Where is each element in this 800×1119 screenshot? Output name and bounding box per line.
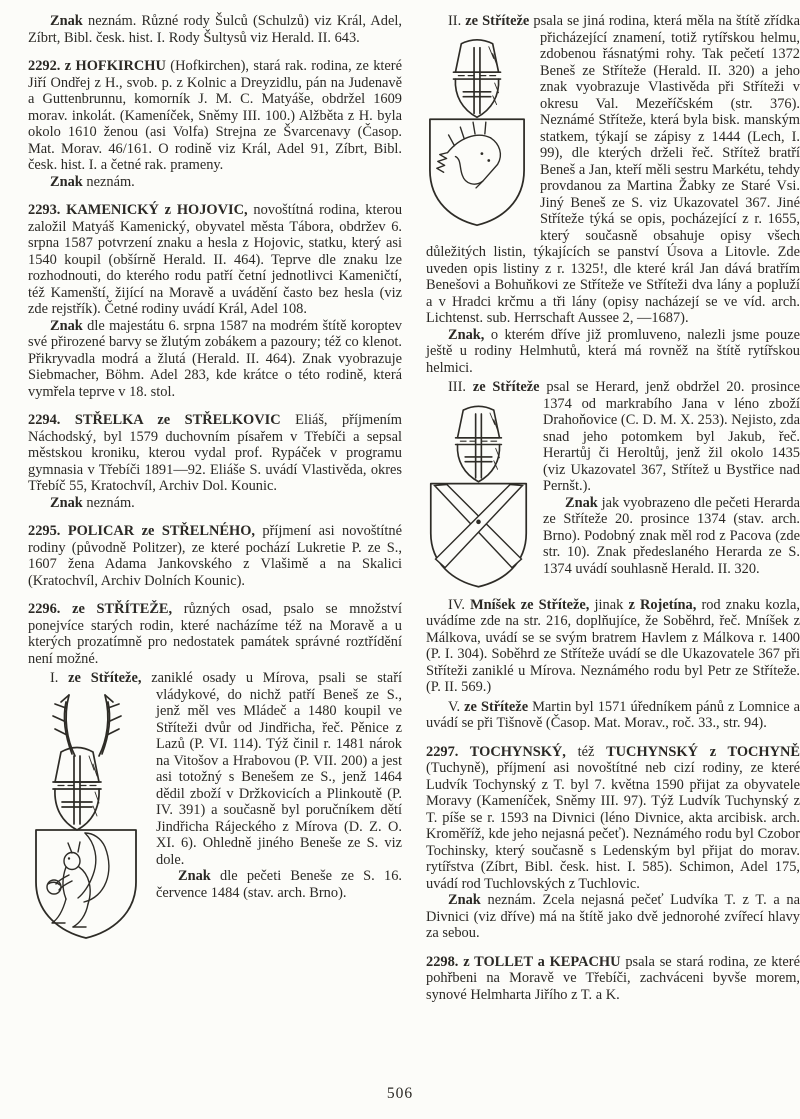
shield-outline [431,483,526,586]
text-run: III. ze Stříteže psal se Herard, jenž obdržel [448,379,727,395]
text-run: Znak jak vyobrazeno dle pečeti Herarda ze Stříteže 20. prosince 1374 (stav. arch. Brno). Podobný znak měl rod z Pacova (zde str. 10). Znak předeslaného Herarda ze S. 1374 uvádí souhlasně Herald. II. 320. [543,494,800,577]
illustration-stag-head-arms [426,33,528,233]
entry-2294-znak [28,495,402,512]
entry-2298-tollet [426,954,800,1004]
text-run: 2297. TOCHYNSKÝ, též TUCHYNSKÝ z TOCHYNĚ (Tuchyně), příjmení asi novoštítné neb cizí rodiny, ze které Ludvík Tochynský z T. byl 7. května 1590 přijat za obyvatele Moravy (Kameníček, Sněmy III. 97). Týž Ludvík Tuchynský z T. píše se r. 1593 na Divnici (léno Divnice, akta arcibisk. arch. Kroměříž, kde jeho nejasná pečeť). Neznámého rodu byl Czobor Tochinsky, který současně s Ledenským byl přijat do morav. rytířstva (Zíbrt, Bibl. česk. hist. I. 585). Schimon, Adel 175, uvádí rod Tuchlovských z Tuchlovic. [426,743,800,892]
section-i-ze-striteze [28,670,402,868]
text-run: 2295. POLICAR ze STŘELNÉHO, příjmení asi novoštítné rodiny (původně Politzer), ze které pochází Lukretie P. ze S., 1607 žena Adama Jankovského z Vlašimě a na Skalici (Kratochvíl, Archiv Dolních Kounic). [28,523,402,589]
squirrel-figure [47,833,109,927]
great-helm-icon [53,747,101,830]
text-run: 2296. ze STŘÍTEŽE, různých osad, psalo se množství ponejvíce starých rodin, které nacházíme též na Moravě a u kterých prozatímně pro nedostatek památek správné roztřídění není možné. [28,601,402,667]
text-run: Znak neznám. Různé rody Šulců (Schulzů) viz Král, Adel, Zíbrt, Bibl. česk. hist. I. Rody Šultysů viz Herald. II. 643. [28,13,402,46]
illustration-crossed-bends-arms [426,399,531,595]
entry-2297-tochynsky [426,744,800,893]
crossed-bends-figure [435,484,523,567]
page-number: 506 [386,1085,414,1102]
text-run: 2298. z TOLLET a KEPACHU psala se stará rodina, ze které pohřbeni na Moravě ve Třebíči, zachváceni byvše morem, synové Helmharta Jiřího z T. a K. [426,953,800,1003]
section-ii-znak [426,327,800,377]
great-helm-icon [456,406,502,481]
stag-head-figure [437,122,501,188]
text-run: 20. prosince 1374 od markrabího Jana v léno zboží Drahoňovice (C. D. M. X. 253). Nejisto, zda snad jeho potomkem byl Jakub, řeč. Herartůj či Heroltůj, jenž žil okolo 1435 (viz Ukazovatel 367, Střítež u Bystřice nad Pernšt.). [543,379,800,494]
text-run: Znak dle pečeti Beneše ze S. 16. července 1484 (stav. arch. Brno). [156,868,402,901]
text-run: štítě zřídka přicházející znamení, totiž rytířskou helmu, zdobenou řásnatými rohy. Tak pečetí 1372 Beneš ze Stříteže (Herald. II. 320) a jeho znak vyobrazuje Vlastivěda při Stříteži v okresu Val. Mezeříčském (str. 376). Neznámé Stříteže, která byla bisk. manským statkem, týkají se zápisy z 1444 (Lech, I. 99), dle kterých drželi řeč. Střítež bratří Beneš a Jan, kteří měli sestru Markétu, tehdy provdanou za Martina Žabky ze Staré Vsi. Jiný Beneš ze S. viz Ukazovatel 367. Jiné Stříteže týká se opis, pocházející z r. 1655, který současně obsahuje opisy všech důležitých listin, týkajících se panství Úsova a Litovle. Zde uveden opis listiny z r. 1325!, dle které král Jan dává bratřím Benešovi a Bohuňkovi ze Stříteže ve Stříteži dva lány a popluží a v Hradci krčmu a tři lány (opisy nacházejí se ve víd. arch. Lichtenst. sub. Herrschaft Aussee 2, —1687). [426,13,800,326]
shield-outline [36,830,136,938]
great-helm-icon [453,39,500,116]
section-iv-mnisek [426,597,800,696]
antlers-icon [53,695,121,756]
entry-2293-znak [28,318,402,401]
entry-2296-ze-striteze [28,601,402,667]
text-run: staří vládykové, do nichž patří Beneš ze S., jenž měl ves Mládeč a 1480 koupil ve Stříteži dvůr od Jindřicha, řeč. Pěnice z Lazů (P. VI. 114). Týž činil r. 1481 nárok na Vitošov a Hrabovou (P. VII. 200) a jest asi totožný s Benešem ze S., jenž 1464 dědil zboží v Držkovicích a Plinkoutě (P. IV. 391) a současně byl poručníkem dětí Jindřicha Rájeckého z Mírova (D. Z. O. XI. 6). Ohledně jiného Beneše ze S. viz dole. [156,670,402,868]
entry-2294-strelka [28,412,402,495]
illustration-squirrel-arms [28,690,144,942]
entry-2292-znak [28,174,402,191]
text-run: Znak neznám. [50,173,135,190]
text-run: V. ze Stříteže Martin byl 1571 úředníkem pánů z Lomnice a uvádí se při Tišnově (Časop. Mat. Morav., roč. 33., str. 94). [426,698,800,731]
entry-2295-policar [28,523,402,589]
text-run: II. ze Stříteže psala se jiná rodina, která měla na [448,13,736,29]
section-ii-ze-striteze [426,13,800,327]
section-v-ze-striteze [426,699,800,732]
text-run: 2292. z HOFKIRCHU (Hofkirchen), stará rak. rodina, ze které Jiří Ondřej z H., svob. p. z Kolnic a Dreyzidlu, pán na Judenavě a Guttenbrunnu, komorník J. M. C. Matyáše, obdržel 1609 morav. inkolát. (Kameníček, Sněmy III. 100.) Alžběta z H. byla okolo 1610 ženou (asi Volfa) Strejna ze Švarcenavy (Časop. Mat. Morav. 46/161. O rodině viz Král, Adel 91, Zíbrt, Bibl. česk. hist. I. a četné rak. prameny. [28,58,402,173]
text-run: Znak neznám. [50,494,135,511]
left-column [28,13,402,1003]
text-run: Znak, o kterém dříve již promluveno, nalezli jsme pouze ještě u rodiny Helmhutů, která má rovněž na štítě rytířskou helmici. [426,326,800,376]
text-run: Znak neznám. Zcela nejasná pečeť Ludvíka T. z T. a na Divnici (viz dříve) má na štítě jako dvě jednorohé zvířecí hlavy za sebou. [426,892,800,941]
entry-2292-hofkirchu [28,58,402,174]
entry-2297-znak [426,892,800,942]
paragraph-znak-sulcu [28,13,402,46]
right-column [426,13,800,1003]
entry-2293-kamenicky [28,202,402,318]
section-iii-ze-striteze [426,379,800,495]
text-run: Znak dle majestátu 6. srpna 1587 na modrém štítě koroptev své přirozené barvy se žlutým zobákem a pazoury; též co klenot. Přikryvadla modrá a žlutá (Herald. II. 464). Znak vyobrazuje Siebmacher, Böhm. Adel 283, kde krátce o této rodině, která vymřela teprve v 18. stol. [28,317,402,400]
text-run: 2293. KAMENICKÝ z HOJOVIC, novoštítná rodina, kterou založil Matyáš Kamenický, obyvatel města Tábora, obdržev 6. srpna 1587 potvrzení znaku a hesla z Hojovic, statku, který asi 1540 koupil (obšírně Herald. II. 464). Teprve dle znaku lze rozhodnouti, do kterého rodu patří četní jednotlivci Kameničtí, též Kamenští, žijící na Moravě a uvádění často bez hesla (viz zde rejstřík). Četné rodiny uvádí Král, Adel 108. [28,202,403,317]
text-run: I. ze Stříteže, zaniklé osady u Mírova, psali se [50,670,378,686]
text-run: IV. Mníšek ze Stříteže, jinak z Rojetína, rod znaku kozla, uvádíme zde na str. 216, doplňujíce, že Soběhrd, řeč. Mníšek z Málkova, uvádí se se svým bratrem Havlem z Málkova r. 1400 (P. I. 304). Soběhrd ze Stříteže uvádí se dle Ukazovatele 367 při Stříteži zaniklé u Mírova. Neznámého rodu byl Petr ze Stříteže. (P. II. 569.) [426,596,800,695]
text-run: 2294. STŘELKA ze STŘELKOVIC Eliáš, příjmením Náchodský, byl 1579 duchovním písařem v Třebíči a sepsal městskou kroniku, kterou vydal prof. Rypáček v programu gymnasia v Třebíči 1891—92. Eliáše S. uvádí Vlastivěda, okres Třebíč 55, Kratochvíl, Archiv Dol. Kounic. [28,412,402,494]
